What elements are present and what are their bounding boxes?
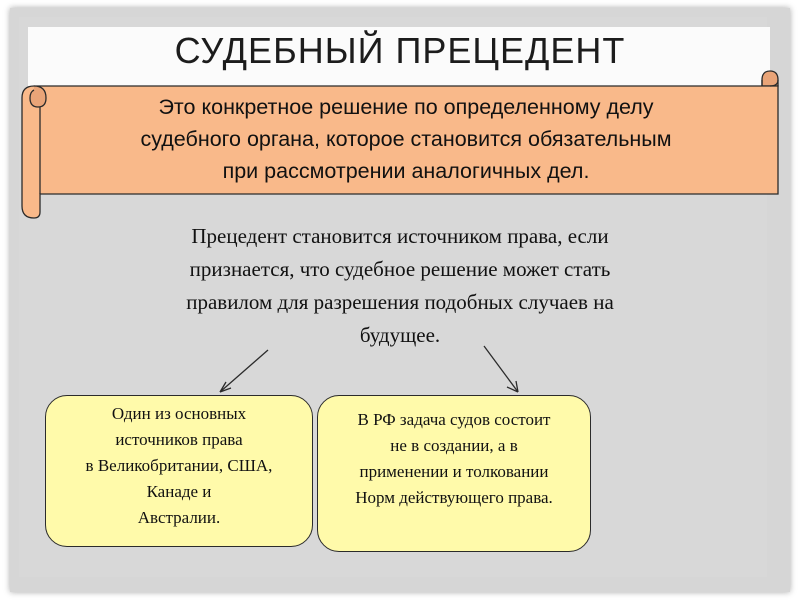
statement-line: будущее. [359, 323, 441, 347]
left-box-line: Канаде и [146, 482, 212, 501]
statement-line: правилом для разрешения подобных случаев на [186, 290, 614, 314]
left-box-line: источников права [115, 430, 243, 449]
statement-line: Прецедент становится источником права, если [191, 224, 609, 248]
right-box-line: Норм действующего права. [355, 488, 553, 507]
left-box-line: в Великобритании, США, [85, 456, 273, 475]
right-info-box [317, 395, 591, 552]
left-info-box [45, 395, 313, 547]
definition-line: судебного органа, которое становится обязательным [140, 127, 672, 151]
left-box-line: Австралии. [137, 508, 221, 527]
definition-line: Это конкретное решение по определенному делу [158, 95, 654, 119]
arrow-left-icon [220, 350, 268, 392]
page-title: СУДЕБНЫЙ ПРЕЦЕДЕНТ [174, 30, 626, 71]
left-box-line: Один из основных [111, 404, 247, 423]
definition-line: при рассмотрении аналогичных дел. [222, 159, 590, 183]
statement-line: признается, что судебное решение может стать [189, 257, 611, 281]
right-box-line: не в создании, а в [390, 436, 518, 455]
arrow-right-icon [484, 346, 518, 392]
right-box-line: В РФ задача судов состоит [357, 410, 551, 429]
right-box-line: применении и толковании [359, 462, 549, 481]
